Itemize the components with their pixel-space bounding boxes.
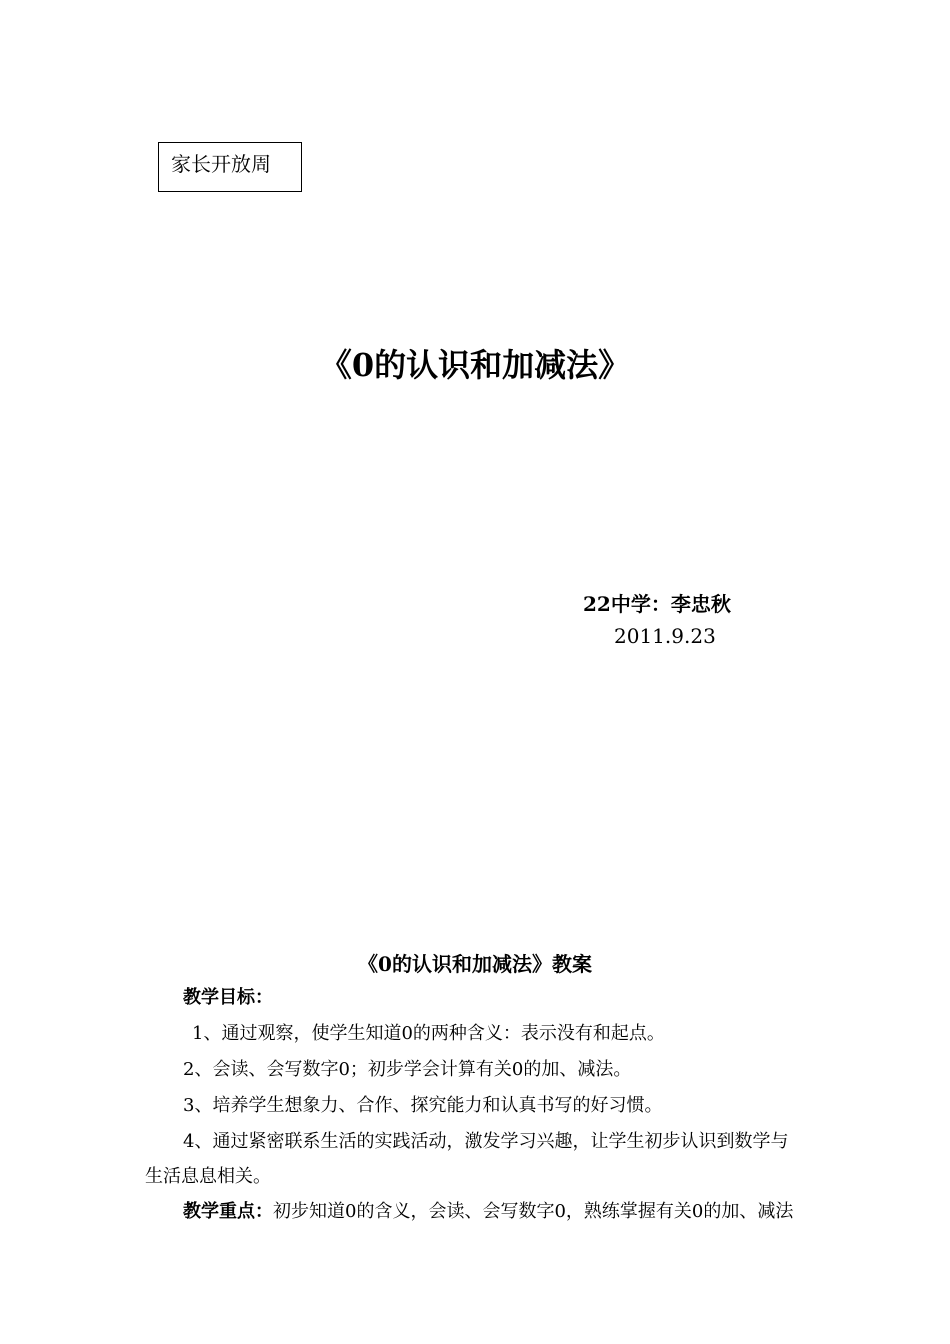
key-point-heading: 教学重点： bbox=[183, 1201, 273, 1222]
key-point-text: 初步知道0的含义，会读、会写数字0，熟练掌握有关0的加、减法 bbox=[273, 1201, 794, 1222]
objective-item-4: 4、通过紧密联系生活的实践活动，激发学习兴趣，让学生初步认识到数学与 bbox=[183, 1131, 789, 1152]
cover-date: 2011.9.23 bbox=[614, 624, 716, 648]
objective-item-2: 2、会读、会写数字0；初步学会计算有关0的加、减法。 bbox=[183, 1059, 632, 1080]
objective-item-3: 3、培养学生想象力、合作、探究能力和认真书写的好习惯。 bbox=[183, 1095, 663, 1116]
cover-author: 22中学：李忠秋 bbox=[583, 592, 731, 616]
objective-item-4-continued: 生活息息相关。 bbox=[145, 1166, 271, 1187]
objectives-heading: 教学目标： bbox=[183, 987, 273, 1008]
header-box bbox=[158, 142, 302, 192]
key-point-paragraph bbox=[183, 1200, 793, 1224]
objective-item-1: 1、通过观察，使学生知道0的两种含义：表示没有和起点。 bbox=[192, 1023, 665, 1044]
lesson-plan-title: 《0的认识和加减法》教案 bbox=[358, 952, 592, 976]
header-box-label: 家长开放周 bbox=[171, 152, 271, 176]
cover-title: 《0的认识和加减法》 bbox=[319, 346, 631, 384]
